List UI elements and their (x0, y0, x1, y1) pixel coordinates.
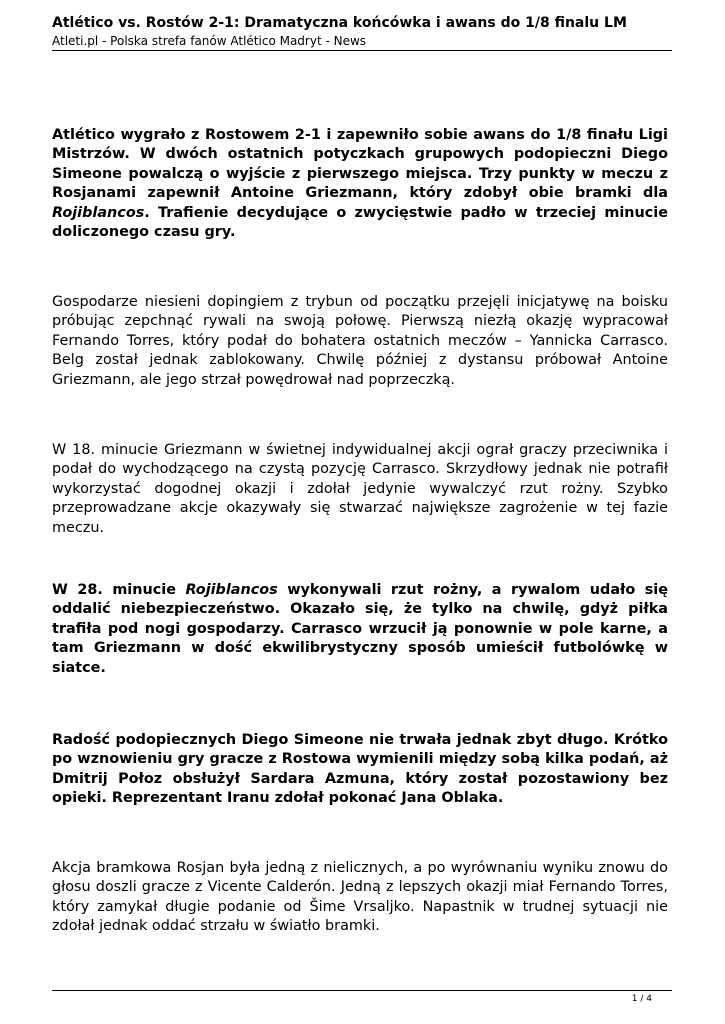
emphasis-rojiblancos: Rojiblancos (52, 204, 145, 221)
article-title: Atlético vs. Rostów 2-1: Dramatyczna końcówka i awans do 1/8 finalu LM (52, 15, 627, 31)
lead-paragraph: Atlético wygrało z Rostowem 2-1 i zapewniło sobie awans do 1/8 finału Ligi Mistrzów. W dwóch ostatnich potyczkach grupowych podopieczni Diego Simeone powalczą o wyjście z pierwszego miejsca. Trzy punkty w meczu z Rosjanami zapewnił Antoine Griezmann, który zdobył obie bramki dla Rojiblancos. Trafienie decydujące o zwycięstwie padło w trzeciej minucie doliczonego czasu gry. (52, 127, 668, 241)
article-paragraph: Akcja bramkowa Rosjan była jedną z nielicznych, a po wyrównaniu wyniku znowu do głosu doszli gracze z Vicente Calderón. Jedną z lepszych okazji miał Fernando Torres, który zamykał długie podanie od Šime Vrsaljko. Napastnik w trudnej sytuacji nie zdołał jednak oddać strzału w światło bramki. (52, 860, 668, 935)
header-divider (52, 50, 672, 51)
footer-divider (52, 990, 672, 991)
article-paragraph-bold: W 28. minucie Rojiblancos wykonywali rzut rożny, a rywalom udało się oddalić niebezpieczeństwo. Okazało się, że tylko na chwilę, gdyż piłka trafiła pod nogi gospodarzy. Carrasco wrzucił ją ponownie w pole karne, a tam Griezmann w dość ekwilibrystyczny sposób umieścił futbolówkę w siatce. (52, 582, 668, 676)
article-paragraph-bold: Radość podopiecznych Diego Simeone nie trwała jednak zbyt długo. Krótko po wznowieniu gry gracze z Rostowa wymienili między sobą kilka podań, aż Dmitrij Połoz obsłużył Sardara Azmuna, który został pozostawiony bez opieki. Reprezentant Iranu zdołał pokonać Jana Oblaka. (52, 732, 668, 807)
page-number: 1 / 4 (631, 994, 652, 1004)
article-paragraph: Gospodarze niesieni dopingiem z trybun od początku przejęli inicjatywę na boisku próbując zepchnąć rywali na swoją połowę. Pierwszą niezłą okazję wypracował Fernando Torres, który podał do bohatera ostatnich meczów – Yannicka Carrasco. Belg został jednak zablokowany. Chwilę później z dystansu próbował Antoine Griezmann, ale jego strzał powędrował nad poprzeczką. (52, 294, 668, 388)
site-subtitle: Atleti.pl - Polska strefa fanów Atlético Madryt - News (52, 34, 367, 48)
page-header (52, 14, 672, 50)
article-paragraph: W 18. minucie Griezmann w świetnej indywidualnej akcji ograł graczy przeciwnika i podał do wychodzącego na czystą pozycję Carrasco. Skrzydłowy jednak nie potrafił wykorzystać dogodnej okazji i zdołał jedynie wywalczyć rzut rożny. Szybko przeprowadzane akcje okazywały się stwarzać największe zagrożenie w tej fazie meczu. (52, 442, 668, 536)
emphasis-rojiblancos: Rojiblancos (185, 582, 278, 598)
